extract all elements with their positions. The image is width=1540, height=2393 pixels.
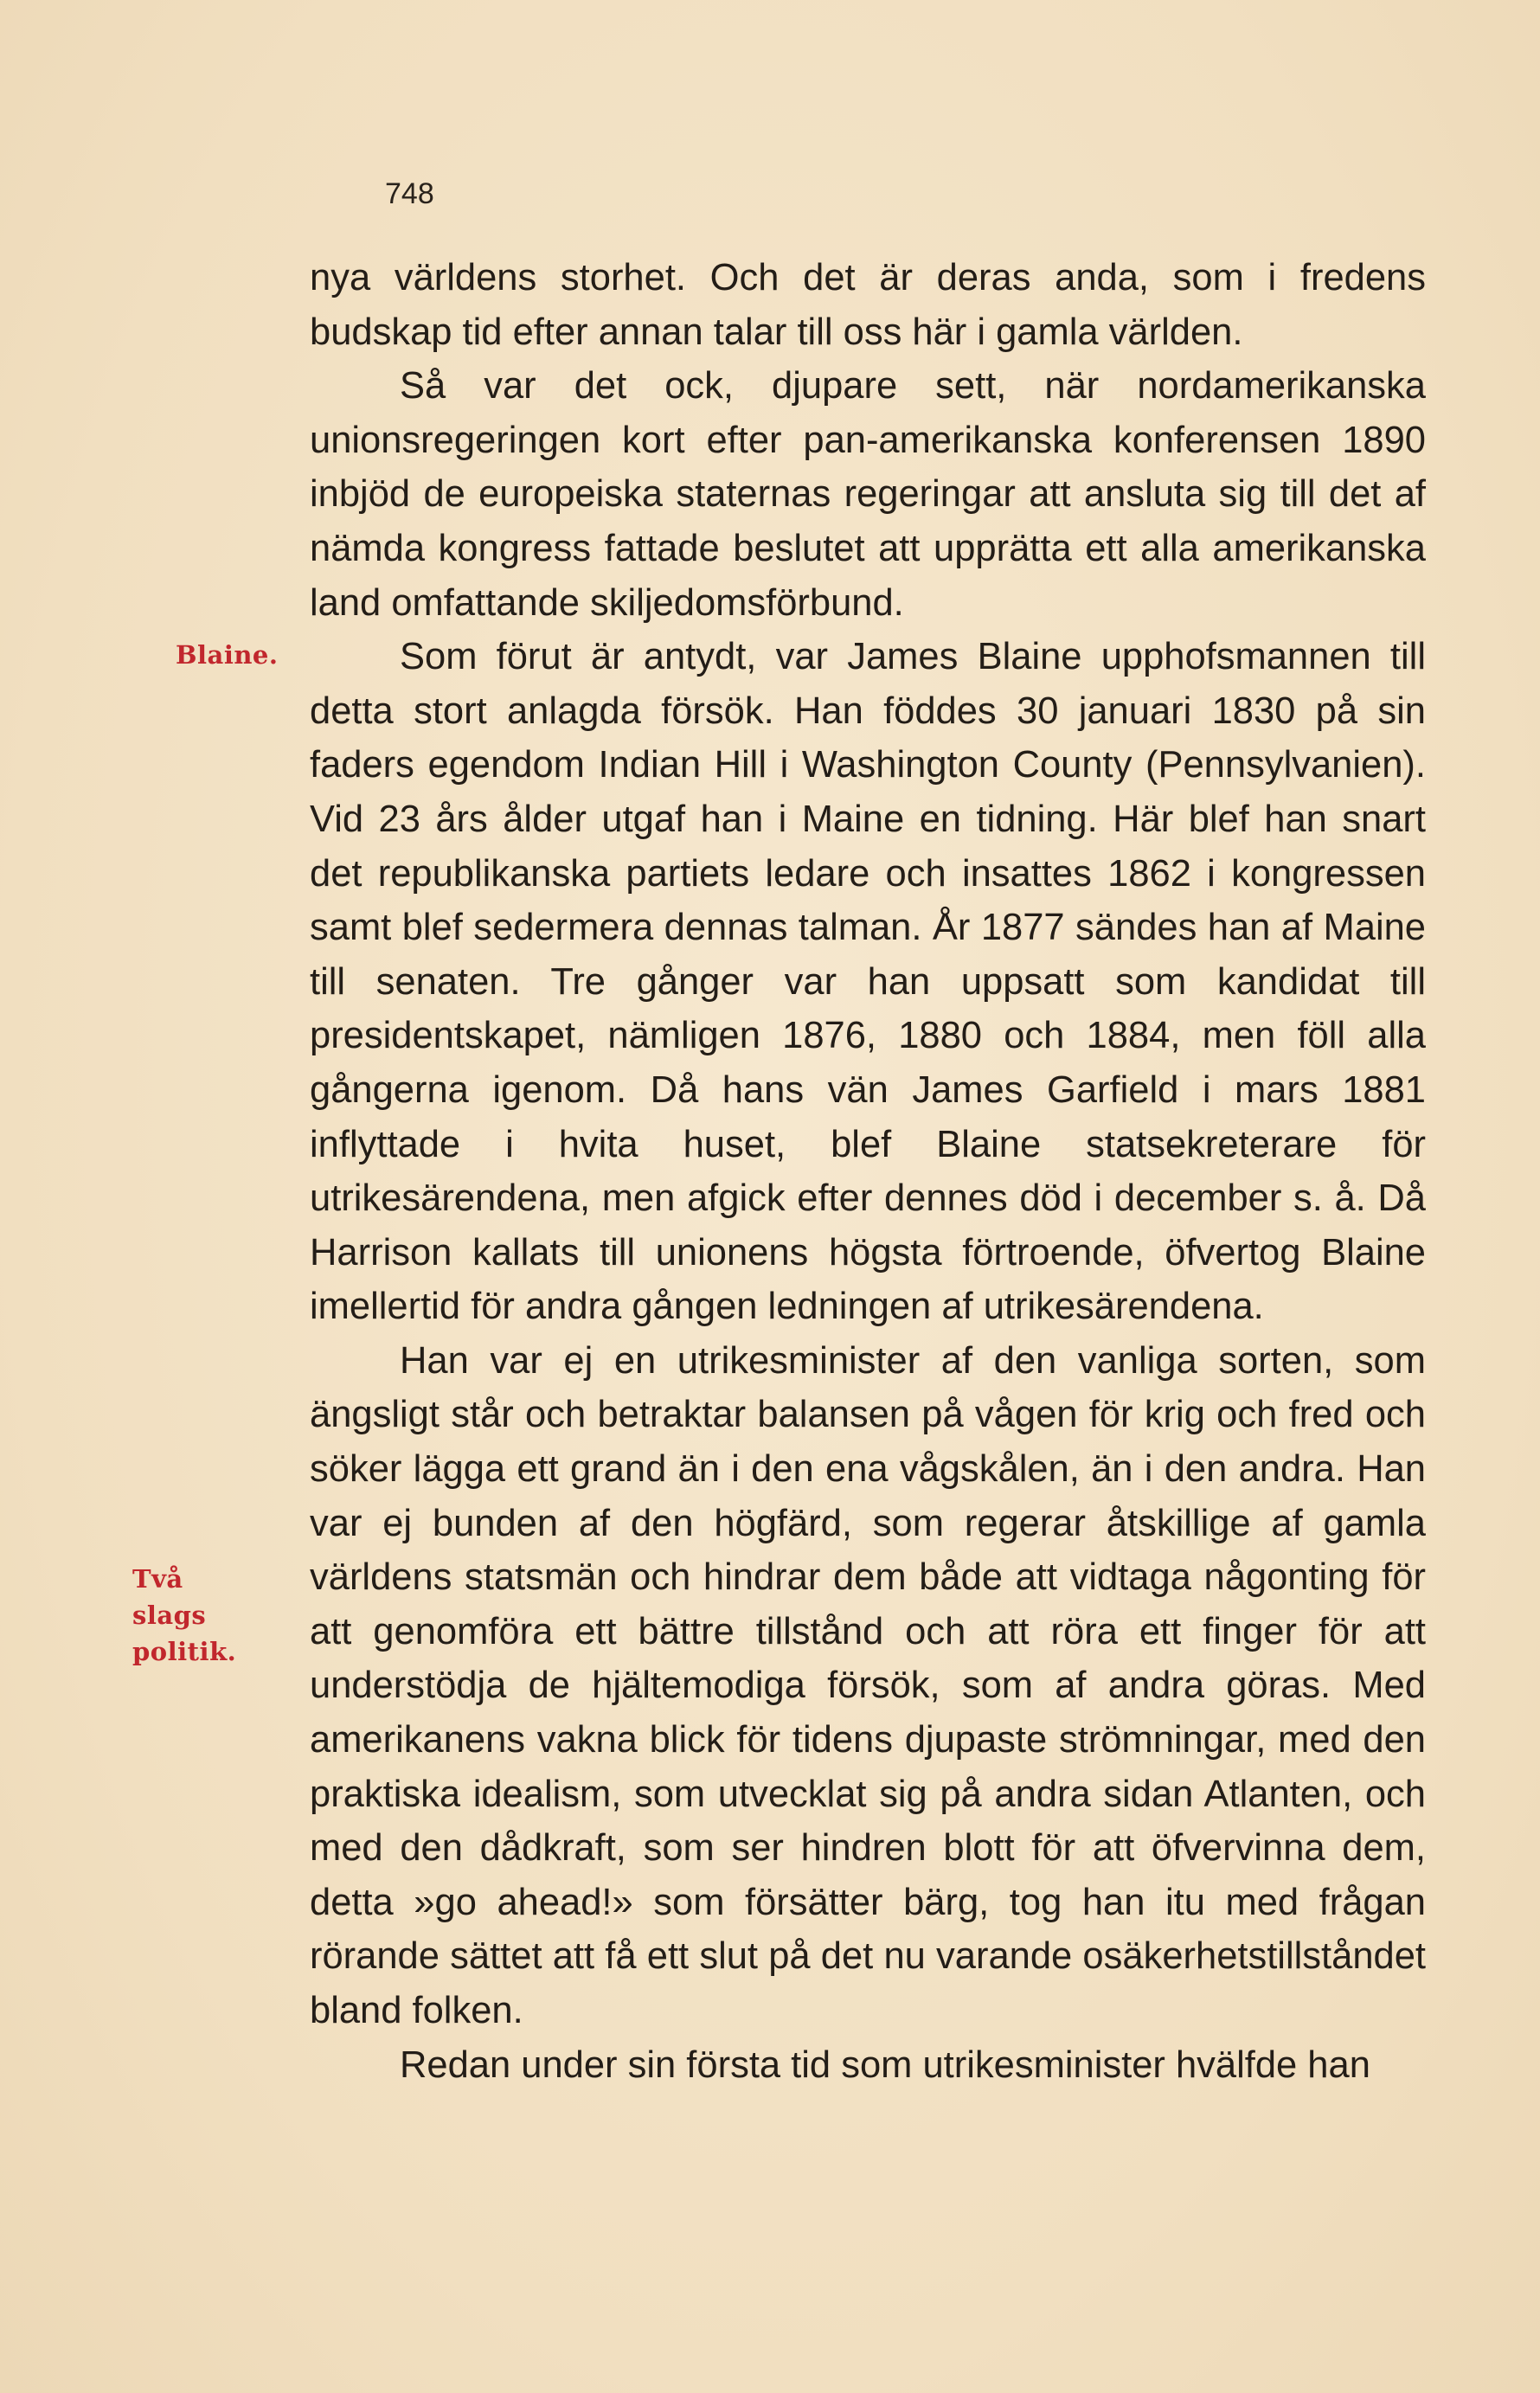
page-number: 748	[385, 177, 434, 210]
margin-note-line: politik.	[132, 1637, 237, 1666]
paragraph: Han var ej en utrikesminister af den vanliga sorten, som ängsligt står och betraktar balansen på vågen för krig och fred och söker lägga ett grand än i den ena vågskålen, än i den andra. Han var ej bunden af den högfärd, som regerar åtskillige af gamla världens statsmän och hindrar dem både att vidtaga någonting för att genomföra ett bättre tillstånd och att röra ett finger för att understödja de hjältemodiga försök, som af andra göras. Med amerikanens vakna blick för tidens djupaste strömningar, med den praktiska idealism, som utvecklat sig på andra sidan Atlanten, och med den dådkraft, som ser hindren blott för att öfvervinna dem, detta »go ahead!» som försätter bärg, tog han itu med frågan rörande sättet att få ett slut på det nu varande osäkerhetstillståndet bland folken.	[310, 1339, 1426, 2031]
paragraph: Som förut är antydt, var James Blaine upphofsmannen till detta stort anlagda försök. Han föddes 30 januari 1830 på sin faders egendom Indian Hill i Washington County (Pennsylvanien). Vid 23 års ålder utgaf han i Maine en tidning. Här blef han snart det republikanska partiets ledare och insattes 1862 i kongressen samt blef sedermera dennas talman. År 1877 sändes han af Maine till senaten. Tre gånger var han uppsatt som kandidat till presidentskapet, nämligen 1876, 1880 och 1884, men föll alla gångerna igenom. Då hans vän James Garfield i mars 1881 inflyttade i hvita huset, blef Blaine statsekreterare för utrikesärendena, men afgick efter dennes död i december s. å. Då Harrison kallats till unionens högsta förtroende, öfvertog Blaine imellertid för andra gången ledningen af utrikesärendena.	[310, 636, 1426, 1328]
margin-note-line: Två slags	[132, 1564, 207, 1630]
body-text	[310, 251, 1426, 2092]
paragraph: Så var det ock, djupare sett, när nordamerikanska unionsregeringen kort efter pan-amerikanska konferensen 1890 inbjöd de europeiska staternas regeringar att ansluta sig till det af nämda kongress fattade beslutet att upprätta ett alla amerikanska land omfattande skiljedomsförbund.	[310, 365, 1426, 624]
paragraph: Redan under sin första tid som utrikesminister hvälfde han	[400, 2043, 1370, 2086]
paragraph-continuation: nya världens storhet. Och det är deras anda, som i fredens budskap tid efter annan talar till oss här i gamla världen.	[310, 257, 1426, 353]
margin-note-tva-slags-politik	[132, 1561, 262, 1670]
margin-note-blaine: Blaine.	[176, 640, 279, 670]
